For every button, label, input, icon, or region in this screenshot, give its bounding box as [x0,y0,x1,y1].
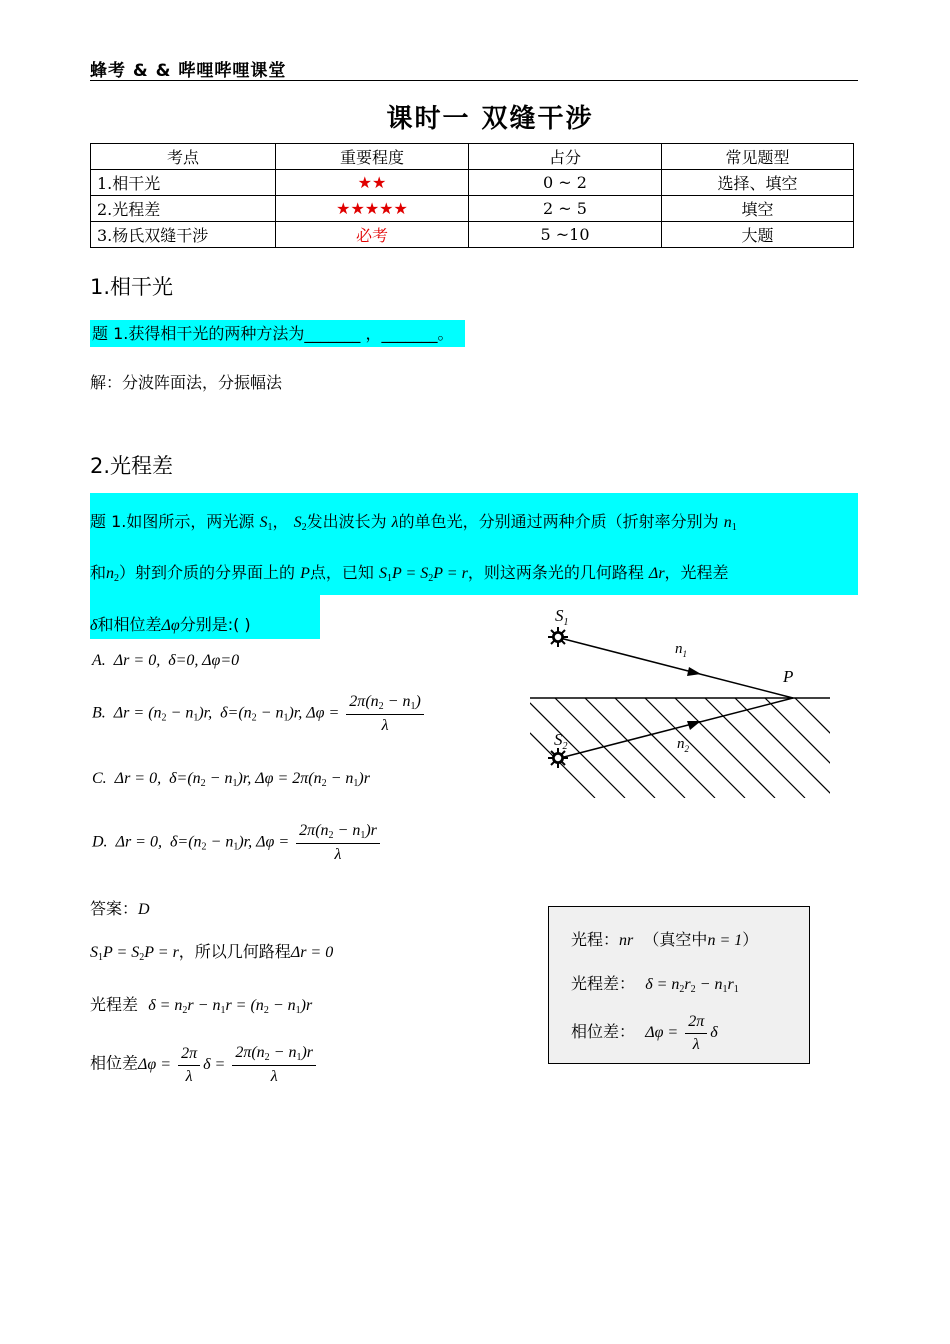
table-cell: 2.光程差 [91,196,276,222]
q-text: 点，已知 [309,563,374,582]
table-row [91,170,854,196]
question-2-line-3: δ和相位差Δφ分别是:( ) [90,615,251,634]
table-cell: 5 ~10 [469,222,662,248]
answer-1: 解：分波阵面法，分振幅法 [90,373,283,392]
q-text: 分别是:( ) [179,615,251,634]
option-b[interactable]: B. $\Delta r = (n_2 - n_1)r$, $\delta=(n_2 - n_1)r$, Δφ = $\frac{2\pi(n_2 - n_1)}{\lambda}$ [92,693,427,735]
option-label: C. [92,770,107,787]
question-2-line-2: 和$n_2$）射到介质的分界面上的 P点，已知 $S_1P = S_2P = r$，则这两条光的几何路程 Δr，光程差 [90,563,729,584]
option-label: B. [92,704,106,722]
q-text: 发出波长为 [306,512,387,531]
question-1-text: 题 1.获得相干光的两种方法为_______ ，_______。 [90,320,465,347]
label-s1: $S_1$ [555,606,569,628]
section-heading-1: 1.相干光 [90,275,174,299]
expl-text: ，所以几何路程 [178,942,291,961]
option-d[interactable]: D. Δr = 0, $\delta=(n_2 - n_1)r$, Δφ = $\frac{2\pi(n_2 - n_1)r}{\lambda}$ [92,822,383,864]
note-label: 相位差： [571,1022,636,1042]
source-s1-icon [548,627,568,647]
note-label: 光程： [571,930,620,949]
q-text: ）射到介质的分界面上的 [119,563,296,582]
table-cell: 0 ~ 2 [469,170,662,196]
table-header: 重要程度 [276,144,469,170]
q-text: ， [272,512,289,531]
ray-arrow-1 [687,667,701,676]
importance-label: 必考 [276,222,469,248]
expl-text: 相位差 [90,1053,139,1073]
table-header: 常见题型 [662,144,854,170]
table-cell: 填空 [662,196,854,222]
section-heading-2: 2.光程差 [90,454,174,478]
header-divider [90,80,858,81]
explanation-2: 光程差 $\delta = n_2r - n_1r = (n_2 - n_1)r$ [90,995,313,1016]
explanation-3: 相位差Δφ = $\frac{2\pi}{\lambda}$ δ = $\frac{2\pi(n_2 - n_1)r}{\lambda}$ [90,1044,319,1086]
table-cell: 大题 [662,222,854,248]
page-header: 蜂考 & & 哔哩哔哩课堂 [90,61,287,81]
table-header: 占分 [469,144,662,170]
label-p: P [783,667,794,686]
table-cell: 2 ~ 5 [469,196,662,222]
label-n2: $n_2$ [677,736,689,754]
question-2-line-1: 题 1.如图所示，两光源 $S_1$， $S_2$发出波长为 λ的单色光，分别通过两种介质（折射率分别为 $n_1$ [90,512,737,533]
answer-label: 答案： [90,899,139,918]
note-row-2: 光程差： $\delta = n_2r_2 - n_1r_1$ [571,974,739,995]
table-row [91,196,854,222]
importance-stars: ★★★★★ [276,196,469,222]
table-header: 考点 [91,144,276,170]
answer-value: D [138,901,150,918]
note-text: ） [742,930,759,949]
q-text: 题 1.如图所示，两光源 [90,512,255,531]
table-cell: 选择、填空 [662,170,854,196]
note-row-1: 光程：nr （真空中n = 1） [571,930,759,949]
formula-note-box [548,906,810,1064]
refraction-diagram [525,600,835,800]
table-header-row [91,144,854,170]
expl-text: 光程差 [90,995,139,1014]
table-cell: 1.相干光 [91,170,276,196]
label-n1: $n_1$ [675,641,687,659]
option-c[interactable]: C. Δr = 0, $\delta=(n_2 - n_1)r$, $\Delta\varphi = 2\pi(n_2 - n_1)r$ [92,770,370,789]
table-cell: 3.杨氏双缝干涉 [91,222,276,248]
q-text: 和相位差 [97,615,162,634]
q-text: 和 [90,563,107,582]
note-text: （真空中 [643,930,708,949]
q-text: 的单色光，分别通过两种介质（折射率分别为 [398,512,719,531]
option-label: D. [92,833,108,851]
table-row [91,222,854,248]
question-1-box [90,321,477,347]
q-text: ，光程差 [664,563,729,582]
ray-arrow-2 [687,721,701,730]
option-a[interactable]: A. Δr = 0, δ=0, Δφ=0 [92,652,240,669]
note-label: 光程差： [571,974,636,993]
importance-stars: ★★ [276,170,469,196]
note-row-3: 相位差： Δφ = $\frac{2\pi}{\lambda}$ δ [571,1013,718,1053]
answer-2 [90,896,150,919]
label-s2: $S_2$ [554,730,568,752]
topic-table [90,143,854,248]
page-title: 课时一 双缝干涉 [386,104,594,134]
q-text: ，则这两条光的几何路程 [467,563,644,582]
option-label: A. [92,652,106,669]
explanation-1: $S_1P = S_2P = r$，所以几何路程Δr = 0 [90,942,334,963]
